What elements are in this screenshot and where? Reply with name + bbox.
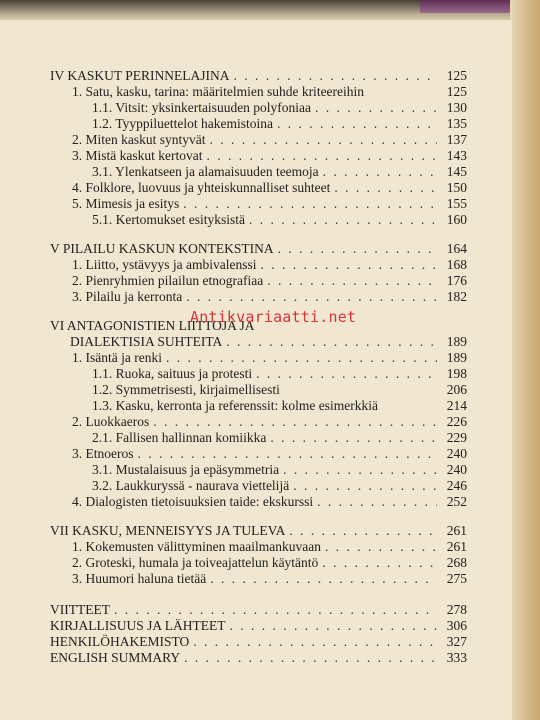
toc-entry-title: 3. Pilailu ja kerronta <box>72 289 183 304</box>
book-page <box>0 20 512 720</box>
toc-entry <box>92 382 467 398</box>
toc-entry-title: 1. Kokemusten välittyminen maailmankuvaan <box>72 539 321 554</box>
toc-entry <box>72 132 467 148</box>
toc-entry <box>92 478 467 494</box>
toc-entry-page-number: 327 <box>446 634 467 649</box>
toc-entry-title: 3.2. Laukkuryssä - naurava viettelijä <box>92 478 290 493</box>
toc-entry-page-number: 261 <box>446 539 467 554</box>
dot-leader <box>325 539 437 555</box>
toc-entry-title: 1.3. Kasku, kerronta ja referenssit: kolme esimerkkiä <box>92 398 379 413</box>
toc-entry-title: 3.1. Mustalaisuus ja epäsymmetria <box>92 462 280 477</box>
toc-entry-page-number: 125 <box>446 68 467 83</box>
toc-entry-title: 1.1. Ruoka, saituus ja protesti <box>92 366 253 381</box>
toc-entry-title: IV KASKUT PERINNELAJINA <box>50 68 230 83</box>
dot-leader <box>323 164 437 180</box>
toc-entry-page-number: 206 <box>446 382 467 397</box>
toc-entry-title: 2.1. Fallisen hallinnan komiikka <box>92 430 267 445</box>
toc-entry-title: 2. Groteski, humala ja toiveajattelun käytäntö <box>72 555 319 570</box>
watermark-logo: Antikvariaatti.net <box>190 308 357 326</box>
toc-entry <box>50 602 467 618</box>
toc-entry-page-number: 240 <box>446 446 467 461</box>
toc-entry-title: 1. Satu, kasku, tarina: määritelmien suhde kriteereihin <box>72 84 365 99</box>
toc-entry-page-number: 261 <box>446 523 467 538</box>
dot-leader <box>153 414 437 430</box>
toc-entry-title: 3. Etnoeros <box>72 446 134 461</box>
toc-entry-page-number: 306 <box>446 618 467 633</box>
toc-entry <box>72 180 467 196</box>
dot-leader <box>249 212 437 228</box>
toc-entry <box>92 366 467 382</box>
dot-leader <box>234 68 437 84</box>
toc-entry-page-number: 214 <box>446 398 467 413</box>
toc-entry-page-number: 198 <box>446 366 467 381</box>
toc-entry-page-number: 135 <box>446 116 467 131</box>
toc-entry <box>72 84 467 100</box>
toc-entry-page-number: 164 <box>446 241 467 256</box>
dot-leader <box>278 241 437 257</box>
toc-entry-page-number: 143 <box>446 148 467 163</box>
toc-entry-title: 1. Liitto, ystävyys ja ambivalenssi <box>72 257 257 272</box>
toc-entry-title: V PILAILU KASKUN KONTEKSTINA <box>50 241 274 256</box>
toc-entry-title: 4. Dialogisten tietoisuuksien taide: ekskurssi <box>72 494 314 509</box>
toc-entry <box>72 148 467 164</box>
toc-entry <box>72 273 467 289</box>
dot-leader <box>230 618 438 634</box>
toc-entry <box>92 430 467 446</box>
toc-entry <box>50 241 467 257</box>
toc-entry <box>72 350 467 366</box>
toc-entry <box>92 116 467 132</box>
bookmark-ribbon <box>420 0 512 13</box>
toc-entry-page-number: 229 <box>446 430 467 445</box>
toc-entry-title: 2. Pienryhmien pilailun etnografiaa <box>72 273 264 288</box>
toc-entry-title: VIITTEET <box>50 602 110 617</box>
toc-entry-title: ENGLISH SUMMARY <box>50 650 181 665</box>
toc-entry-page-number: 145 <box>446 164 467 179</box>
dot-leader <box>317 494 437 510</box>
toc-entry <box>92 164 467 180</box>
toc-entry-page-number: 137 <box>446 132 467 147</box>
toc-entry <box>72 196 467 212</box>
toc-entry-page-number: 125 <box>446 84 467 99</box>
toc-entry <box>72 289 467 305</box>
toc-entry-title: 5.1. Kertomukset esityksistä <box>92 212 245 227</box>
toc-entry <box>50 650 467 666</box>
toc-entry <box>72 257 467 273</box>
toc-entry-page-number: 226 <box>446 414 467 429</box>
toc-entry-title: 3. Mistä kaskut kertovat <box>72 148 203 163</box>
dot-leader <box>210 132 438 148</box>
dot-leader <box>334 180 437 196</box>
toc-entry-page-number: 155 <box>446 196 467 211</box>
toc-entry-title: 3. Huumori haluna tietää <box>72 571 207 586</box>
dot-leader <box>114 602 437 618</box>
toc-entry-title: 1. Isäntä ja renki <box>72 350 162 365</box>
toc-entry-page-number: 268 <box>446 555 467 570</box>
toc-entry-page-number: 189 <box>446 350 467 365</box>
toc-entry-page-number: 275 <box>446 571 467 586</box>
toc-entry-page-number: 150 <box>446 180 467 195</box>
dot-leader <box>226 334 437 350</box>
toc-entry-title: 4. Folklore, luovuus ja yhteiskunnalliset suhteet <box>72 180 331 195</box>
toc-entry <box>72 571 467 587</box>
toc-entry-page-number: 240 <box>446 462 467 477</box>
dot-leader <box>293 478 437 494</box>
toc-entry-title: 3.1. Ylenkatseen ja alamaisuuden teemoja <box>92 164 319 179</box>
toc-entry-title: HENKILÖHAKEMISTO <box>50 634 190 649</box>
toc-entry-title: 1.1. Vitsit: yksinkertaisuuden polyfoniaa <box>92 100 312 115</box>
dot-leader <box>184 650 437 666</box>
dot-leader <box>256 366 437 382</box>
dot-leader <box>183 196 437 212</box>
dot-leader <box>283 462 437 478</box>
toc-entry <box>92 212 467 228</box>
dot-leader <box>270 430 437 446</box>
toc-entry <box>72 494 467 510</box>
dot-leader <box>277 116 437 132</box>
toc-entry <box>50 634 467 650</box>
toc-entry-page-number: 278 <box>446 602 467 617</box>
dot-leader <box>186 289 437 305</box>
toc-entry <box>92 462 467 478</box>
toc-entry <box>72 555 467 571</box>
toc-entry-title: 1.2. Tyyppiluettelot hakemistoina <box>92 116 274 131</box>
dot-leader <box>193 634 437 650</box>
toc-entry <box>50 618 467 634</box>
book-gutter-shadow <box>510 0 540 720</box>
toc-entry-title: 1.2. Symmetrisesti, kirjaimellisesti <box>92 382 280 397</box>
dot-leader <box>138 446 438 462</box>
table-of-contents <box>0 20 512 720</box>
toc-entry <box>72 539 467 555</box>
toc-entry <box>72 446 467 462</box>
toc-entry <box>72 414 467 430</box>
toc-entry-title: 2. Miten kaskut syntyvät <box>72 132 206 147</box>
toc-entry-page-number: 182 <box>446 289 467 304</box>
toc-entry-page-number: 130 <box>446 100 467 115</box>
dot-leader <box>260 257 437 273</box>
dot-leader <box>315 100 437 116</box>
dot-leader <box>289 523 437 539</box>
toc-entry-title: VII KASKU, MENNEISYYS JA TULEVA <box>50 523 286 538</box>
dot-leader <box>206 148 437 164</box>
toc-entry <box>92 398 467 414</box>
toc-entry-title: 2. Luokkaeros <box>72 414 150 429</box>
toc-entry-title: DIALEKTISIA SUHTEITA <box>70 334 223 349</box>
toc-entry <box>92 100 467 116</box>
toc-entry-page-number: 160 <box>446 212 467 227</box>
dot-leader <box>210 571 437 587</box>
toc-entry-page-number: 189 <box>446 334 467 349</box>
toc-entry-title: 5. Mimesis ja esitys <box>72 196 180 211</box>
toc-entry-page-number: 246 <box>446 478 467 493</box>
toc-entry <box>70 334 467 350</box>
dot-leader <box>166 350 437 366</box>
dot-leader <box>267 273 437 289</box>
toc-entry-title: VI ANTAGONISTIEN LIITTOJA JA <box>50 318 255 333</box>
toc-entry <box>50 523 467 539</box>
toc-entry-page-number: 333 <box>446 650 467 665</box>
toc-entry-page-number: 252 <box>446 494 467 509</box>
toc-entry-page-number: 168 <box>446 257 467 272</box>
toc-entry <box>50 68 467 84</box>
toc-entry-title: KIRJALLISUUS JA LÄHTEET <box>50 618 226 633</box>
dot-leader <box>322 555 437 571</box>
toc-entry-page-number: 176 <box>446 273 467 288</box>
